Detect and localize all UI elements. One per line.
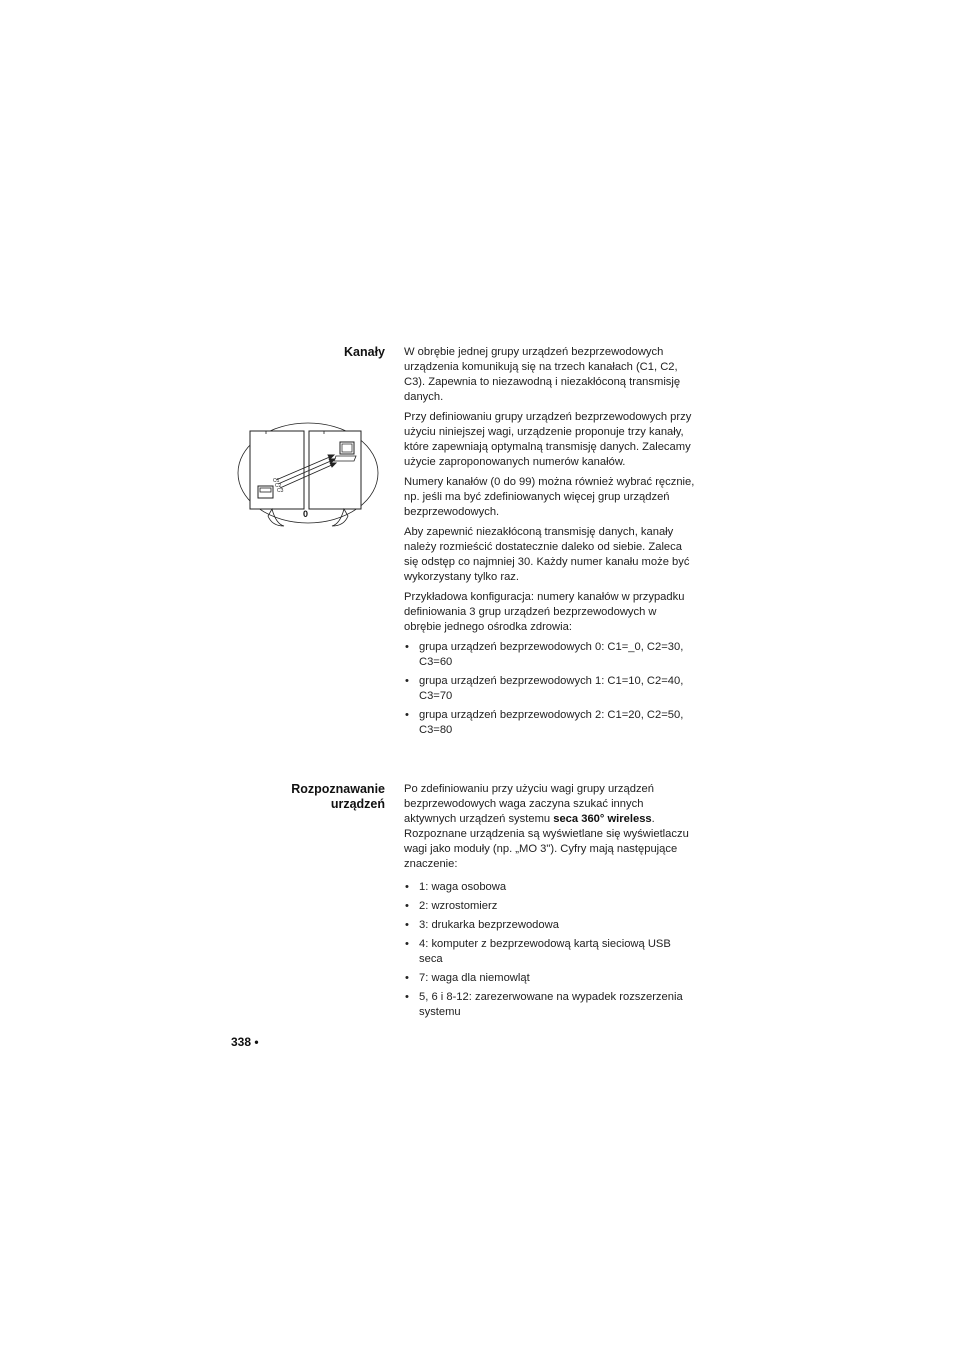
channel-label-c2: C2 (275, 483, 282, 489)
channels-text-column (404, 345, 696, 742)
section-heading-channels: Kanały (344, 345, 385, 359)
list-item: • grupa urządzeń bezprzewodowych 1: C1=10, C2=40, C3=70 (404, 674, 696, 704)
list-item: • 1: waga osobowa (404, 880, 696, 895)
list-item: • 5, 6 i 8-12: zarezerwowane na wypadek rozszerzenia systemu (404, 990, 696, 1020)
heading-line: urządzeń (330, 797, 385, 811)
page-number: 338 • (231, 1035, 259, 1049)
channels-paragraph: W obrębie jednej grupy urządzeń bezprzewodowych urządzenia komunikują się na trzech kanałach (C1, C2, C3). Zapewnia to niezawodną i niezakłóconą transmisję danych. (404, 346, 681, 403)
wireless-channels-diagram (236, 420, 382, 530)
channels-paragraph: Numery kanałów (0 do 99) można również wybrać ręcznie, np. jeśli ma być zdefiniowanych więcej grup urządzeń bezprzewodowych. (404, 476, 695, 518)
channels-example-list (404, 640, 696, 738)
channel-label-c1: C1 (273, 478, 280, 484)
list-item: • 3: drukarka bezprzewodowa (404, 918, 696, 933)
channels-paragraph: Aby zapewnić niezakłóconą transmisję danych, kanały należy rozmieścić dostatecznie daleko od siebie. Zaleca się odstęp co najmniej 30. Każdy numer kanału może być wykorzystany tylko raz. (404, 526, 690, 583)
product-name: seca 360° wireless (553, 813, 652, 825)
scale-device-icon (258, 486, 273, 498)
channel-label-c3: C3 (277, 488, 284, 494)
list-item: • 2: wzrostomierz (404, 899, 696, 914)
list-item: • grupa urządzeń bezprzewodowych 2: C1=20, C2=50, C3=80 (404, 708, 696, 738)
device-codes-list (404, 880, 696, 1020)
list-item: • 7: waga dla niemowląt (404, 971, 696, 986)
channels-paragraph: Przy definiowaniu grupy urządzeń bezprzewodowych przy użyciu niniejszej wagi, urządzenie proponuje trzy kanały, które zapewniają optymalną transmisję danych. Zalecamy użycie zaproponowanych numerów kanałów. (404, 411, 692, 468)
channels-paragraph: Przykładowa konfiguracja: numery kanałów w przypadku definiowania 3 grup urządzeń bezprzewodowych w obrębie jednego ośrodka zdrowia: (404, 591, 685, 633)
section-heading-recognition (291, 782, 385, 812)
list-item: • grupa urządzeń bezprzewodowych 0: C1=_0, C2=30, C3=60 (404, 640, 696, 670)
heading-line: Rozpoznawanie (291, 782, 385, 796)
list-item: • 4: komputer z bezprzewodową kartą sieciową USB seca (404, 937, 696, 967)
recognition-text-column (404, 782, 696, 1024)
group-number-label: 0 (303, 509, 309, 519)
recognition-paragraph: Po zdefiniowaniu przy użyciu wagi grupy urządzeń bezprzewodowych waga zaczyna szukać innych aktywnych urządzeń systemu seca 360° wireless. Rozpoznane urządzenia są wyświetlane się wyświetlaczu wagi jako moduły (np. „MO 3"). Cyfry mają następujące znaczenie: (404, 783, 689, 870)
